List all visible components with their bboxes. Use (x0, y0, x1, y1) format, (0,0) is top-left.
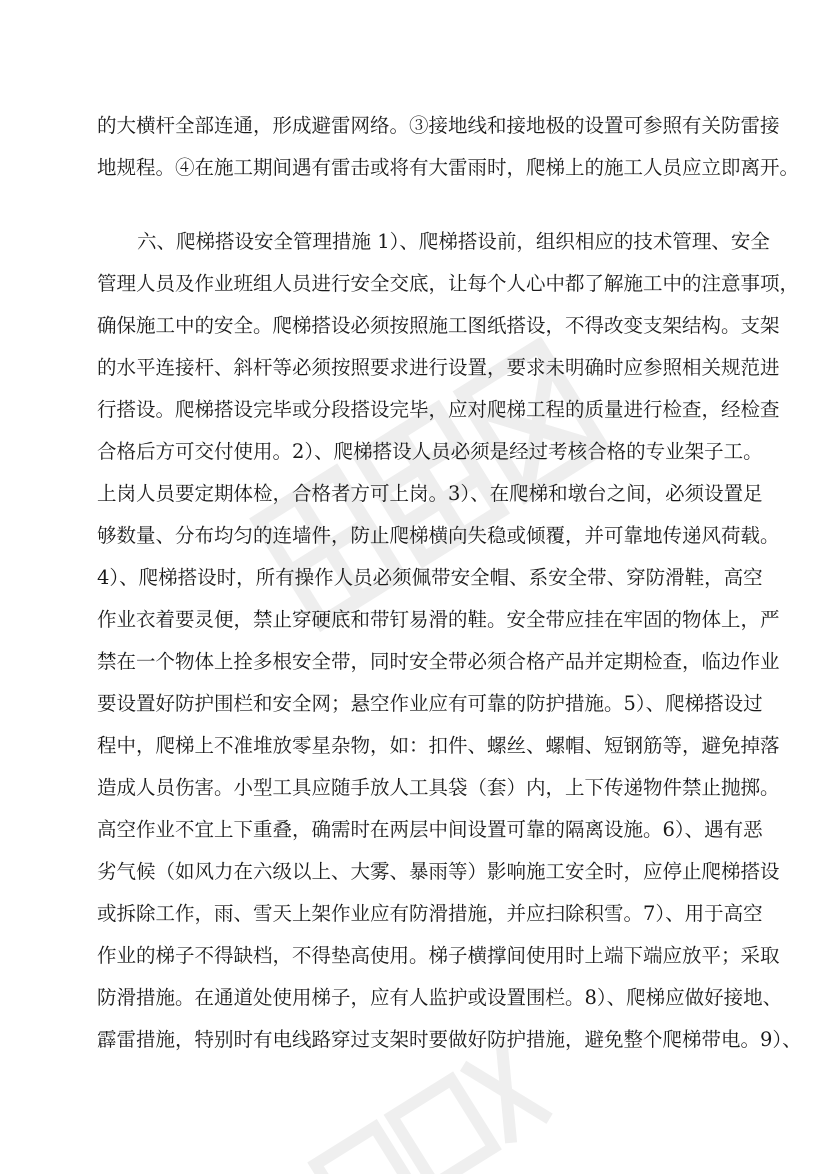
text-line-19: 或拆除工作，雨、雪天上架作业应有防滑措施，并应扫除积雪。7）、用于高空 (97, 902, 763, 925)
text-line-18: 劣气候（如风力在六级以上、大雾、暴雨等）影响施工安全时，应停止爬梯搭设 (97, 860, 780, 883)
text-line-14: 要设置好防护围栏和安全网；悬空作业应有可靠的防护措施。5）、爬梯搭设过 (97, 692, 763, 715)
text-line-20: 作业的梯子不得缺档，不得垫高使用。梯子横撑间使用时上端下端应放平；采取 (97, 944, 780, 967)
text-line-11: 4）、爬梯搭设时，所有操作人员必须佩带安全帽、系安全带、穿防滑鞋，高空 (97, 566, 763, 589)
text-line-6: 的水平连接杆、斜杆等必须按照要求进行设置，要求未明确时应参照相关规范进 (97, 356, 780, 379)
text-line-17: 高空作业不宜上下重叠，确需时在两层中间设置可靠的隔离设施。6）、遇有恶 (97, 818, 763, 841)
text-line-16: 造成人员伤害。小型工具应随手放人工具袋（套）内，上下传递物件禁止抛掷。 (97, 776, 780, 799)
watermark-bottom-glyph-2 (392, 1080, 494, 1174)
text-line-2: 地规程。④在施工期间遇有雷击或将有大雷雨时，爬梯上的施工人员应立即离开。 (97, 156, 800, 179)
text-line-1: 的大横杆全部连通，形成避雷网络。③接地线和接地极的设置可参照有关防雷接 (97, 114, 780, 137)
watermark-bottom-glyph-1 (316, 1127, 418, 1174)
text-line-8: 合格后方可交付使用。2）、爬梯搭设人员必须是经过考核合格的专业架子工。 (97, 440, 763, 463)
text-line-15: 程中，爬梯上不准堆放零星杂物，如：扣件、螺丝、螺帽、短钢筋等，避免掉落 (97, 734, 780, 757)
watermark-glyph-3-inner (487, 377, 589, 482)
watermark-bottom-glyph-3 (468, 1048, 544, 1137)
text-line-22: 霹雷措施，特别时有电线路穿过支架时要做好防护措施，避免整个爬梯带电。9）、 (97, 1028, 802, 1051)
text-line-21: 防滑措施。在通道处使用梯子，应有人监护或设置围栏。8）、爬梯应做好接地、 (97, 986, 783, 1009)
text-line-3: 六、爬梯搭设安全管理措施 1）、爬梯搭设前，组织相应的技术管理、安全 (137, 230, 770, 253)
text-line-9: 上岗人员要定期体检，合格者方可上岗。3）、在爬梯和墩台之间，必须设置足 (97, 482, 763, 505)
text-line-4: 管理人员及作业班组人员进行安全交底，让每个人心中都了解施工中的注意事项， (97, 272, 800, 295)
text-line-12: 作业衣着要灵便，禁止穿硬底和带钉易滑的鞋。安全带应挂在牢固的物体上，严 (97, 608, 780, 631)
text-line-13: 禁在一个物体上拴多根安全带，同时安全带必须合格产品并定期检查，临边作业 (97, 650, 780, 673)
text-line-7: 行搭设。爬梯搭设完毕或分段搭设完毕，应对爬梯工程的质量进行检查，经检查 (97, 398, 780, 421)
text-line-10: 够数量、分布均匀的连墙件，防止爬梯横向失稳或倾覆，并可靠地传递风荷载。 (97, 524, 780, 547)
text-line-5: 确保施工中的安全。爬梯搭设必须按照施工图纸搭设，不得改变支架结构。支架 (97, 314, 780, 337)
